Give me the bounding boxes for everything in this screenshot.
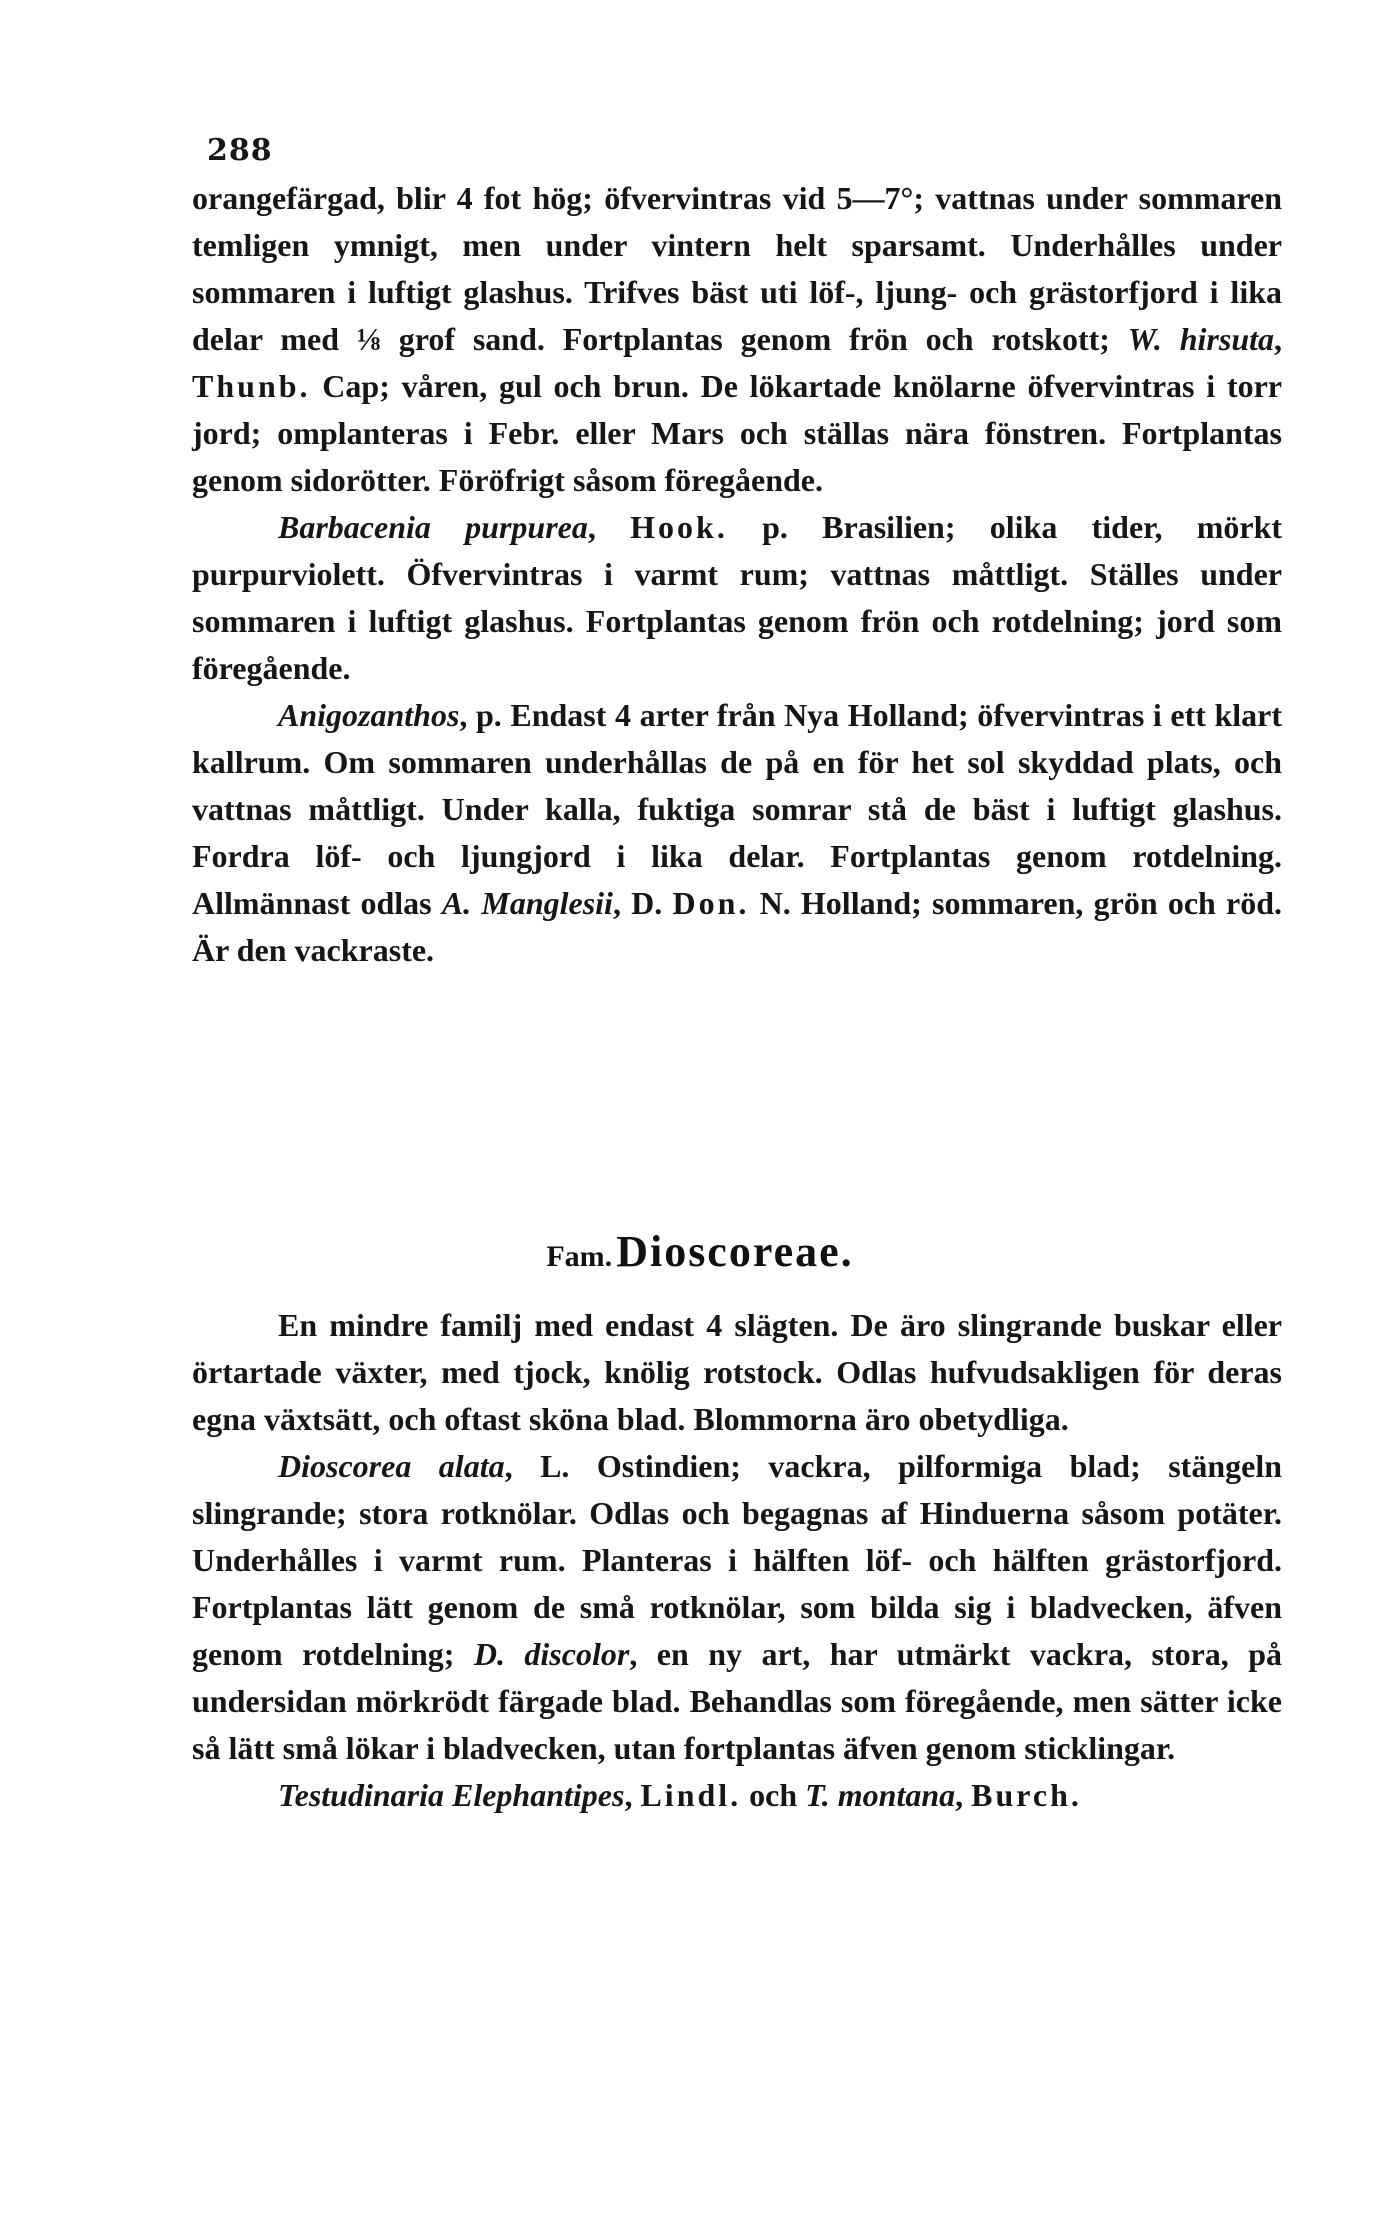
family-heading-name: Dioscoreae. bbox=[616, 1227, 854, 1276]
text-run: Cap; våren, gul och brun. De lökartade knölarne öfvervintras i torr jord; omplanteras i Febr. eller Mars och ställas nära fönstren. Fortplantas genom sidorötter. Föröfrigt såsom föregående. bbox=[192, 368, 1282, 498]
author-abbreviation: Burch. bbox=[971, 1777, 1082, 1813]
text-run: , bbox=[587, 509, 631, 545]
text-run: , bbox=[955, 1777, 972, 1813]
text-run: p. Brasilien; olika tider, mörkt purpurviolett. Öfvervintras i varmt rum; vattnas måttligt. Ställes under sommaren i luftigt glashus. Fortplantas genom frön och rotdelning; jord som föregående. bbox=[192, 509, 1283, 686]
paragraph-testudinaria bbox=[192, 1772, 1282, 1819]
paragraph-family-intro bbox=[192, 1302, 1282, 1443]
text-run: , L. Ostindien; vackra, pilformiga blad; stängeln slingrande; stora rotknölar. Odlas och begagnas af Hinduerna såsom potäter. Underhålles i varmt rum. Planteras i hälften löf- och hälften grästorfjord. Fortplantas lätt genom de små rotknölar, som bilda sig i bladvecken, äfven genom rotdelning; bbox=[192, 1448, 1283, 1672]
text-run: N. Holland; sommaren, grön och röd. Är den vackraste. bbox=[192, 885, 1283, 968]
text-run: , en ny art, har utmärkt vackra, stora, på undersidan mörkrödt färgade blad. Behandlas som föregående, men sätter icke så lätt små lökar i bladvecken, utan fortplantas äfven genom sticklingar. bbox=[192, 1636, 1283, 1766]
paragraph-continuation bbox=[192, 175, 1282, 504]
text-block-top bbox=[192, 175, 1282, 974]
family-heading-prefix: Fam. bbox=[546, 1240, 613, 1273]
species-name: T. montana bbox=[805, 1777, 956, 1813]
text-run: , bbox=[624, 1777, 641, 1813]
species-name: A. Manglesii bbox=[441, 885, 613, 921]
page-number: 288 bbox=[207, 133, 273, 168]
text-run: , bbox=[1274, 321, 1283, 357]
text-run: En mindre familj med endast 4 slägten. De äro slingrande buskar eller örtartade växter, med tjock, knölig rotstock. Odlas hufvudsakligen för deras egna växtsätt, och oftast sköna blad. Blommorna äro obetydliga. bbox=[192, 1307, 1282, 1437]
paragraph-barbacenia bbox=[192, 504, 1282, 692]
species-name: Barbacenia purpurea bbox=[278, 509, 588, 545]
text-run: , p. Endast 4 arter från Nya Holland; öfvervintras i ett klart kallrum. Om sommaren underhållas de på en för het sol skyddad plats, och vattnas måttligt. Under kalla, fuktiga somrar stå de bäst i luftigt glashus. Fordra löf- och ljungjord i lika delar. Fortplantas genom rotdelning. Allmännast odlas bbox=[192, 697, 1282, 921]
author-abbreviation: Thunb. bbox=[192, 368, 311, 404]
author-abbreviation: Don. bbox=[672, 885, 750, 921]
species-name: Anigozanthos bbox=[278, 697, 460, 733]
paragraph-dioscorea bbox=[192, 1443, 1282, 1772]
text-run: och bbox=[741, 1777, 806, 1813]
family-heading bbox=[0, 1226, 1400, 1277]
species-name: Dioscorea alata bbox=[278, 1448, 505, 1484]
species-name: W. hirsuta bbox=[1127, 321, 1275, 357]
author-abbreviation: Hook. bbox=[630, 509, 728, 545]
text-run: , D. bbox=[612, 885, 673, 921]
text-block-bottom bbox=[192, 1302, 1282, 1819]
paragraph-anigozanthos bbox=[192, 692, 1282, 974]
text-run: orangefärgad, blir 4 fot hög; öfvervintras vid 5—7°; vattnas under sommaren temligen ymnigt, men under vintern helt sparsamt. Underhålles under sommaren i luftigt glashus. Trifves bäst uti löf-, ljung- och grästorfjord i lika delar med ⅛ grof sand. Fortplantas genom frön och rotskott; bbox=[192, 180, 1282, 357]
species-name: D. discolor bbox=[473, 1636, 630, 1672]
author-abbreviation: Lindl. bbox=[640, 1777, 742, 1813]
species-name: Testudinaria Elephantipes bbox=[278, 1777, 625, 1813]
